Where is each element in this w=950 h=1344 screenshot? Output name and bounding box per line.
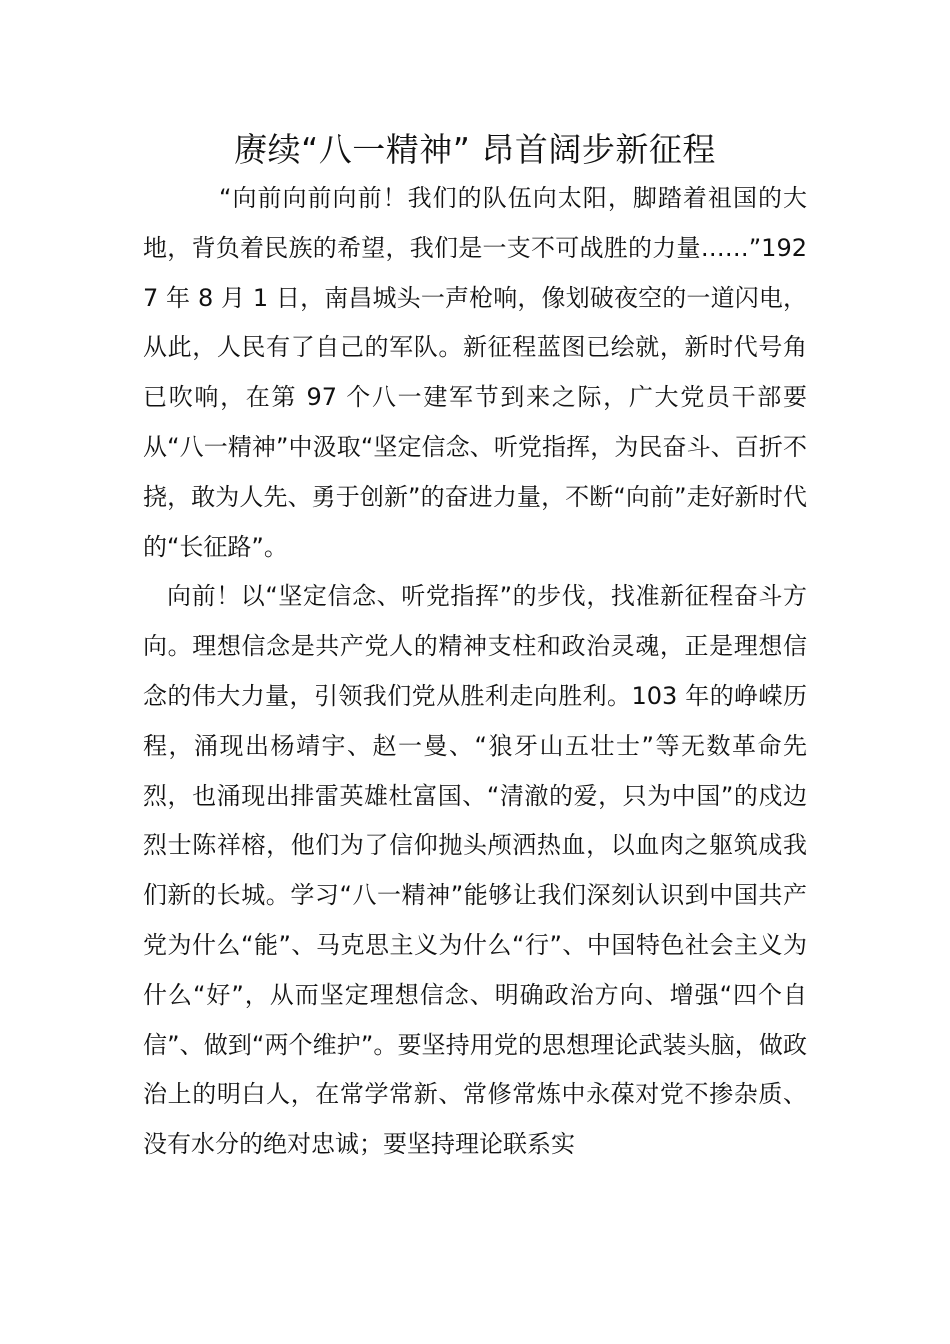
paragraph-intro: “向前向前向前！我们的队伍向太阳，脚踏着祖国的大地，背负着民族的希望，我们是一支不可战胜的力量……”1927 年 8 月 1 日，南昌城头一声枪响，像划破夜空的一道闪电，从此，人民有了自己的军队。新征程蓝图已绘就，新时代号角已吹响，在第 97 个八一建军节到来之际，广大党员干部要从“八一精神”中汲取“坚定信念、听党指挥，为民奋斗、百折不挠，敢为人先、勇于创新”的奋进力量，不断“向前”走好新时代的“长征路”。 xyxy=(143,184,807,561)
document-page xyxy=(143,128,807,1170)
paragraph-forward-faith: 向前！以“坚定信念、听党指挥”的步伐，找准新征程奋斗方向。理想信念是共产党人的精神支柱和政治灵魂，正是理想信念的伟大力量，引领我们党从胜利走向胜利。103 年的峥嵘历程，涌现出杨靖宇、赵一曼、“狼牙山五壮士”等无数革命先烈，也涌现出排雷英雄杜富国、“清澈的爱，只为中国”的戍边烈士陈祥榕，他们为了信仰抛头颅洒热血，以血肉之躯筑成我们新的长城。学习“八一精神”能够让我们深刻认识到中国共产党为什么“能”、马克思主义为什么“行”、中国特色社会主义为什么“好”，从而坚定理想信念、明确政治方向、增强“四个自信”、做到“两个维护”。要坚持用党的思想理论武装头脑，做政治上的明白人，在常学常新、常修常炼中永葆对党不掺杂质、没有水分的绝对忠诚；要坚持理论联系实 xyxy=(143,582,807,1159)
document-title: 赓续“八一精神” 昂首阔步新征程 xyxy=(234,130,716,169)
